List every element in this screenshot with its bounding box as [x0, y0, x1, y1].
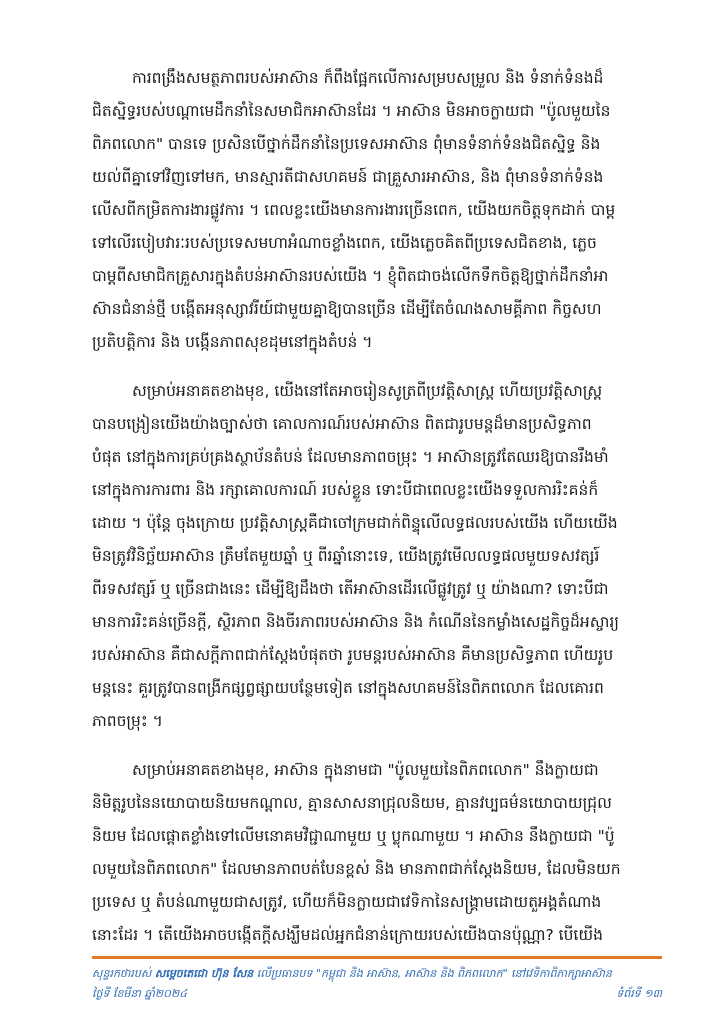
text-line: នោះដែរ ។ តើយើងអាចបង្កើតក្ដីសង្ឃឹមដល់អ្នកជំនាន់ក្រោយរបស់យើងបានប៉ុណ្ណា? បើយើង [92, 926, 603, 944]
footer-prefix: សុន្ទរកថារបស់ [92, 967, 155, 980]
text-line: ការពង្រឹងសមត្ថភាពរបស់អាស៊ាន ក៏ពឹងផ្អែកលើការសម្របសម្រួល និង ទំនាក់ទំនងដ៏ [132, 69, 604, 87]
footer-suffix: លើប្រធានបទ "កម្ពុជា និង អាស៊ាន, អាស៊ាន និង ពិភពលោក" នៅវេទិកាពិភាក្សាអាស៊ាន [253, 967, 612, 980]
footer-divider [92, 956, 662, 959]
text-line: បំផុត នៅក្នុងការគ្រប់គ្រងស្ថាប័នតំបន់ ដែលមានភាពចម្រុះ ។ អាស៊ានត្រូវតែឈរឱ្យបានរឹងមាំ [92, 448, 609, 466]
paragraph-3 [92, 754, 662, 952]
text-line: ភាពចម្រុះ ។ [92, 712, 163, 730]
text-line: ពិភពលោក" បានទេ ប្រសិនបើថ្នាក់ដឹកនាំនៃប្រទេសអាស៊ាន ពុំមានទំនាក់ទំនងជិតស្និទ្ធ និង [92, 135, 601, 153]
footer-date: ថ្ងៃទី ខែមីនា ឆ្នាំ២០២៤ [92, 987, 188, 1000]
text-line: ជិតស្និទ្ធរបស់បណ្ដាមេដឹកនាំនៃសមាជិកអាស៊ានដែរ ។ អាស៊ាន មិនអាចក្លាយជា "ប៉ូលមួយនៃ [92, 102, 611, 120]
text-line: នៅក្នុងការការពារ និង រក្សាគោលការណ៍ របស់ខ្លួន ទោះបីជាពេលខ្លះយើងទទួលការរិះគន់ក៏ [92, 481, 599, 499]
text-line: ពីរទសវត្សរ៍ ឬ ច្រើនជាងនេះ ដើម្បីឱ្យដឹងថា តើអាស៊ានដើរលើផ្លូវត្រូវ ឬ យ៉ាងណា? ទោះបីជា [92, 580, 609, 598]
text-line: ប្រទេស ឬ តំបន់ណាមួយជាសត្រូវ, ហើយក៏មិនក្លាយជាវេទិកានៃសង្គ្រាមដោយតួអង្គតំណាង [92, 893, 602, 911]
text-line: មានការរិះគន់ច្រើនក្ដី, ស្ថិរភាព និងចីរភាពរបស់អាស៊ាន និង កំណើននៃកម្លាំងសេដ្ឋកិច្ចដ៏អស្ចារ្យ [92, 613, 619, 631]
footer-citation-row [92, 964, 662, 984]
footer-meta-row [92, 984, 662, 1004]
page-footer [92, 964, 662, 1004]
text-line: និយម ដែលផ្ដោតខ្លាំងទៅលើមនោគមវិជ្ជាណាមួយ ឬ ប្លុកណាមួយ ។ អាស៊ាន នឹងក្លាយជា "ប៉ូ [92, 827, 615, 845]
text-line: មិនត្រូវវិនិច្ឆ័យអាស៊ាន ត្រឹមតែមួយឆ្នាំ ឬ ពីរឆ្នាំនោះទេ, យើងត្រូវមើលលទ្ធផលមួយទសវត្សរ៍ [92, 547, 600, 565]
text-line: យល់ពីគ្នាទៅវិញទៅមក, មានស្មារតីជាសហគមន៍ ជាគ្រួសារអាស៊ាន, និង ពុំមានទំនាក់ទំនង [92, 168, 604, 186]
text-line: របស់អាស៊ាន គឺជាសក្ដីភាពជាក់ស្ដែងបំផុតថា រូបមន្តរបស់អាស៊ាន គឺមានប្រសិទ្ធភាព ហើយរូប [92, 646, 614, 664]
text-line: បានបង្រៀនយើងយ៉ាងច្បាស់ថា គោលការណ៍របស់អាស៊ាន ពិតជារូបមន្តដ៏មានប្រសិទ្ធភាព [92, 415, 592, 433]
text-line: លើសពីកម្រិតការងារផ្លូវការ ។ ពេលខ្លះយើងមានការងារច្រើនពេក, យើងយកចិត្តទុកដាក់ បាម្ដ [92, 201, 616, 219]
text-line: បាម្ដពីសមាជិកគ្រួសារក្នុងតំបន់អាស៊ានរបស់យើង ។ ខ្ញុំពិតជាចង់លើកទឹកចិត្តឱ្យថ្នាក់ដឹកនាំអា [92, 267, 609, 285]
text-line: ដោយ ។ ប៉ុន្តែ ចុងក្រោយ ប្រវត្តិសាស្ត្រគឺជាចៅក្រមជាក់ពិន្ទុលើលទ្ធផលរបស់យើង ហើយយើង [92, 514, 618, 532]
text-line: និមិត្តរូបនៃនយោបាយនិយមកណ្ដាល, គ្មានសាសនាជ្រុលនិយម, គ្មានវប្បធម៌នយោបាយជ្រុល [92, 794, 612, 812]
text-line: ទៅលើរបៀបវារៈរបស់ប្រទេសមហាអំណាចខ្លាំងពេក, យើងភ្លេចគិតពីប្រទេសជិតខាង, ភ្លេច [92, 234, 597, 252]
paragraph-1 [92, 62, 662, 359]
text-line: ប្រតិបត្តិការ និង បង្កើនភាពសុខដុមនៅក្នុងតំបន់ ។ [92, 333, 373, 351]
text-line: សម្រាប់អនាគតខាងមុខ, អាស៊ាន ក្នុងនាមជា "ប៉ូលមួយនៃពិភពលោក" នឹងក្លាយជា [132, 761, 599, 779]
text-line: មន្តនេះ គួរត្រូវបានពង្រីកផ្សព្វផ្សាយបន្ថែមទៀត នៅក្នុងសហគមន៍នៃពិភពលោក ដែលគោរព [92, 679, 604, 697]
text-line: ស៊ានជំនាន់ថ្មី បង្កើតអនុស្សាវរីយ៍ជាមួយគ្នាឱ្យបានច្រើន ដើម្បីតែចំណងសាមគ្គីភាព កិច្ចសហ [92, 300, 602, 318]
text-line: សម្រាប់អនាគតខាងមុខ, យើងនៅតែអាចរៀនសូត្រពីប្រវត្តិសាស្ត្រ ហើយប្រវត្តិសាស្ត្រ [132, 382, 603, 400]
text-line: លមួយនៃពិភពលោក" ដែលមានភាពបត់បែនខ្ពស់ និង មានភាពជាក់ស្ដែងនិយម, ដែលមិនយក [92, 860, 621, 878]
paragraph-2 [92, 375, 662, 738]
footer-citation [92, 964, 612, 984]
footer-speaker: សម្ដេចតេជោ ហ៊ុន សែន [154, 967, 254, 980]
page-number: ទំព័រទី ១៣ [616, 987, 662, 1000]
